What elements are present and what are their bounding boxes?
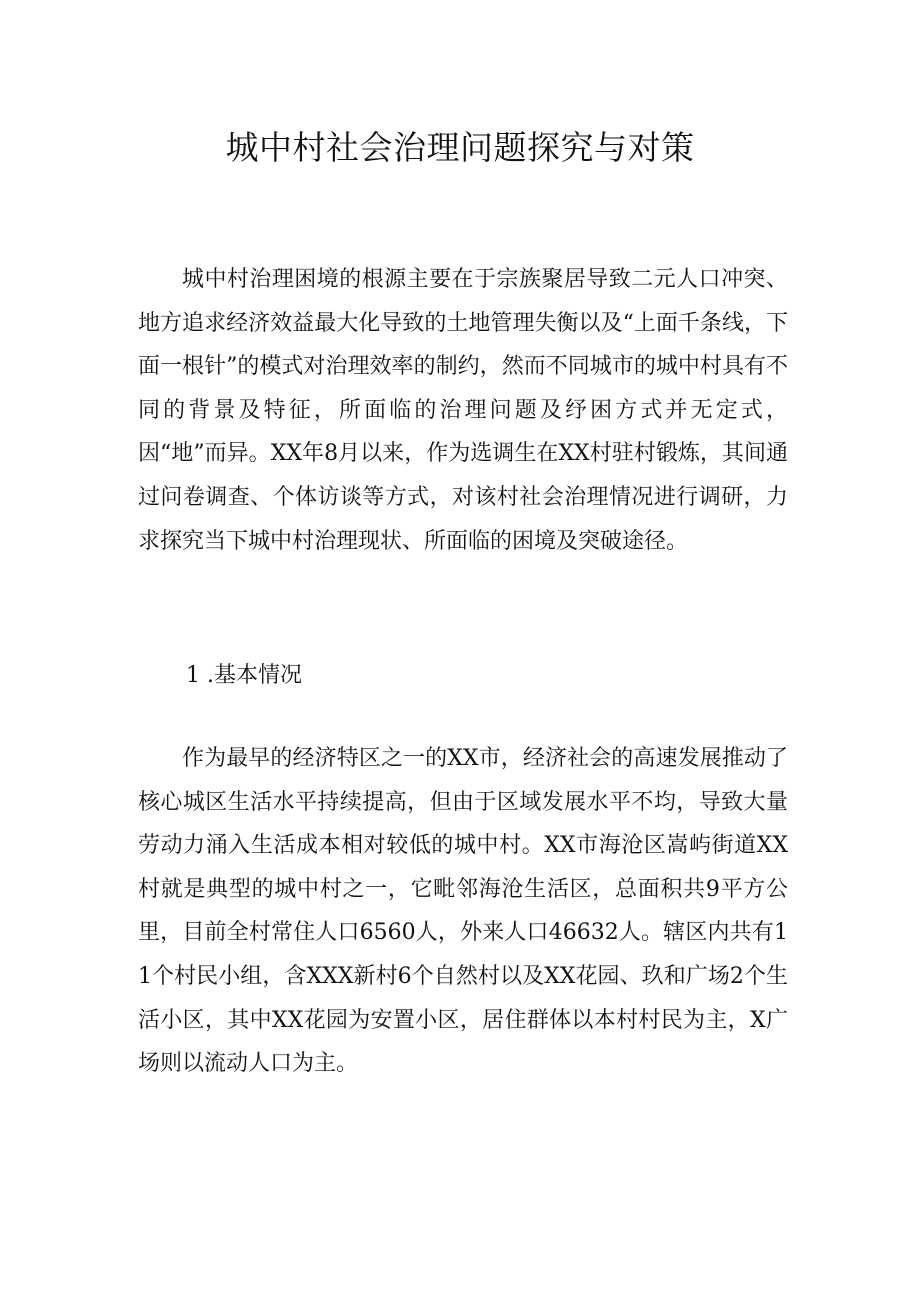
section-paragraph: 作为最早的经济特区之一的XX市，经济社会的高速发展推动了核心城区生活水平持续提高，但由于区域发展水平不均，导致大量劳动力涌入生活成本相对较低的城中村。XX市海沧区嵩屿街道XX村就是典型的城中村之一，它毗邻海沧生活区，总面积共9平方公里，目前全村常住人口6560人，外来人口46632人。辖区内共有11个村民小组，含XXX新村6个自然村以及XX花园、玖和广场2个生活小区，其中XX花园为安置小区，居住群体以本村村民为主，X广场则以流动人口为主。 xyxy=(138,746,788,1077)
intro-paragraph: 城中村治理困境的根源主要在于宗族聚居导致二元人口冲突、地方追求经济效益最大化导致的土地管理失衡以及“上面千条线，下面一根针”的模式对治理效率的制约，然而不同城市的城中村具有不同的背景及特征，所面临的治理问题及纾困方式并无定式，因“地”而异。XX年8月以来，作为选调生在XX村驻村锻炼，其间通过问卷调查、个体访谈等方式，对该村社会治理情况进行调研，力求探究当下城中村治理现状、所面临的困境及突破途径。 xyxy=(138,267,788,554)
page-title: 城中村社会治理问题探究与对策 xyxy=(225,128,695,167)
section-heading: 1 .基本情况 xyxy=(186,663,302,688)
